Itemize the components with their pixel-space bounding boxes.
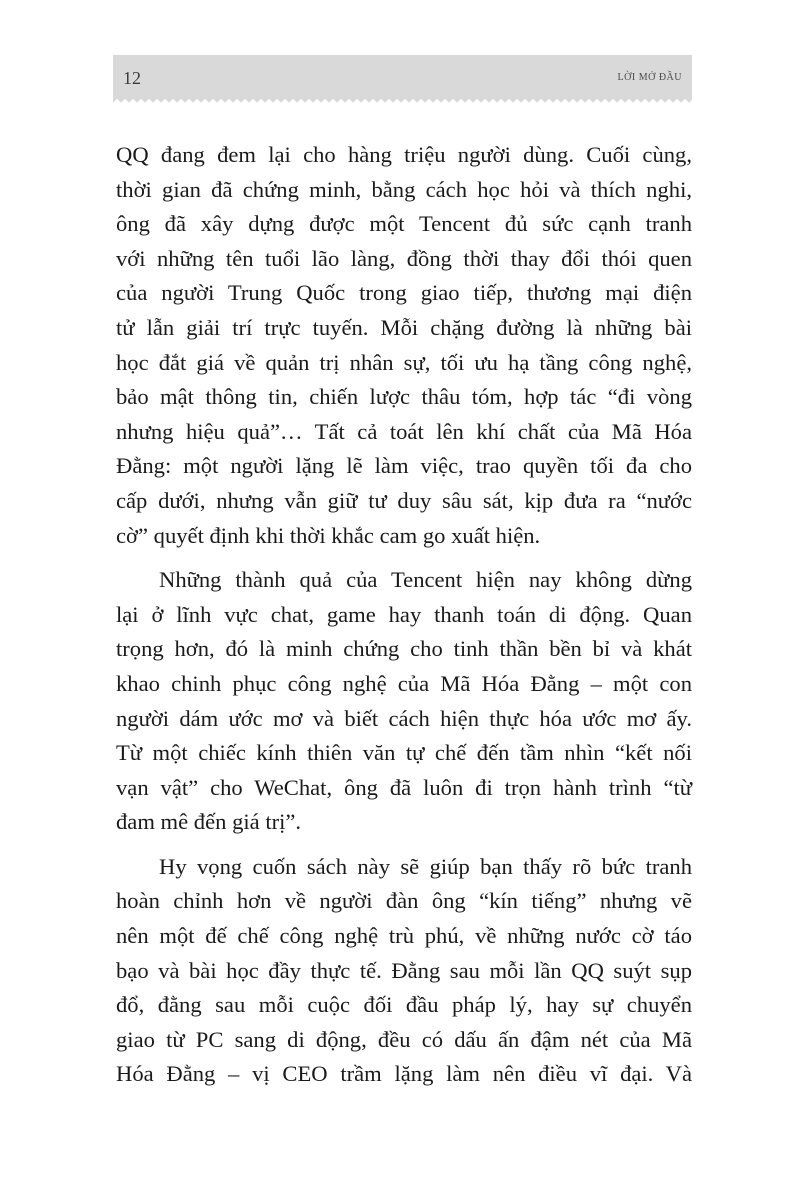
text-line: của người Trung Quốc trong giao tiếp, thương mại điện (116, 280, 692, 306)
text-line: người dám ước mơ và biết cách hiện thực hóa ước mơ ấy. (116, 705, 692, 731)
text-line: cờ” quyết định khi thời khắc cam go xuất hiện. (116, 522, 541, 548)
text-line: QQ đang đem lại cho hàng triệu người dùng. Cuối cùng, (116, 142, 692, 167)
text-line: Những thành quả của Tencent hiện nay không dừng (159, 567, 692, 593)
text-line: đam mê đến giá trị”. (116, 809, 302, 835)
text-line: Từ một chiếc kính thiên văn tự chế đến tầm nhìn “kết nối (116, 740, 692, 766)
text-line: cấp dưới, nhưng vẫn giữ tư duy sâu sát, kịp đưa ra “nước (116, 487, 692, 513)
text-line: nhưng hiệu quả”… Tất cả toát lên khí chất của Mã Hóa (116, 418, 692, 444)
text-line: Đằng: một người lặng lẽ làm việc, trao quyền tối đa cho (116, 453, 692, 479)
text-line: nên một đế chế công nghệ trù phú, về những nước cờ táo (116, 923, 692, 949)
text-line: Hóa Đằng – vị CEO trầm lặng làm nên điều vĩ đại. Và (116, 1061, 692, 1087)
text-line: học đắt giá về quản trị nhân sự, tối ưu hạ tầng công nghệ, (116, 349, 692, 375)
text-line: bảo mật thông tin, chiến lược thâu tóm, hợp tác “đi vòng (116, 384, 692, 410)
text-line: khao chinh phục công nghệ của Mã Hóa Đằng – một con (116, 670, 692, 696)
text-line: vạn vật” cho WeChat, ông đã luôn đi trọn hành trình “từ (116, 774, 692, 800)
paragraph-3 (116, 850, 692, 1092)
text-line: với những tên tuổi lão làng, đồng thời thay đổi thói quen (116, 245, 692, 271)
text-line: lại ở lĩnh vực chat, game hay thanh toán di động. Quan (116, 601, 692, 627)
text-line: giao từ PC sang di động, đều có dấu ấn đậm nét của Mã (116, 1026, 692, 1052)
text-line: tử lẫn giải trí trực tuyến. Mỗi chặng đường là những bài (116, 314, 692, 340)
text-line: trọng hơn, đó là minh chứng cho tinh thần bền bỉ và khát (116, 636, 692, 662)
page-header (113, 55, 692, 99)
text-line: bạo và bài học đầy thực tế. Đằng sau mỗi lần QQ suýt sụp (116, 957, 692, 983)
text-line: đổ, đằng sau mỗi cuộc đối đầu pháp lý, hay sự chuyển (116, 992, 692, 1018)
running-head: LỜI MỞ ĐẦU (617, 72, 682, 83)
text-line: ông đã xây dựng được một Tencent đủ sức cạnh tranh (116, 211, 692, 237)
text-line: thời gian đã chứng minh, bằng cách học hỏi và thích nghi, (116, 176, 692, 202)
body-text (116, 138, 692, 1102)
text-line: hoàn chỉnh hơn về người đàn ông “kín tiếng” nhưng vẽ (116, 888, 692, 914)
header-zigzag-edge (113, 98, 692, 104)
page-number: 12 (123, 68, 141, 88)
paragraph-2 (116, 563, 692, 840)
text-line: Hy vọng cuốn sách này sẽ giúp bạn thấy rõ bức tranh (159, 853, 692, 879)
paragraph-1 (116, 138, 692, 553)
